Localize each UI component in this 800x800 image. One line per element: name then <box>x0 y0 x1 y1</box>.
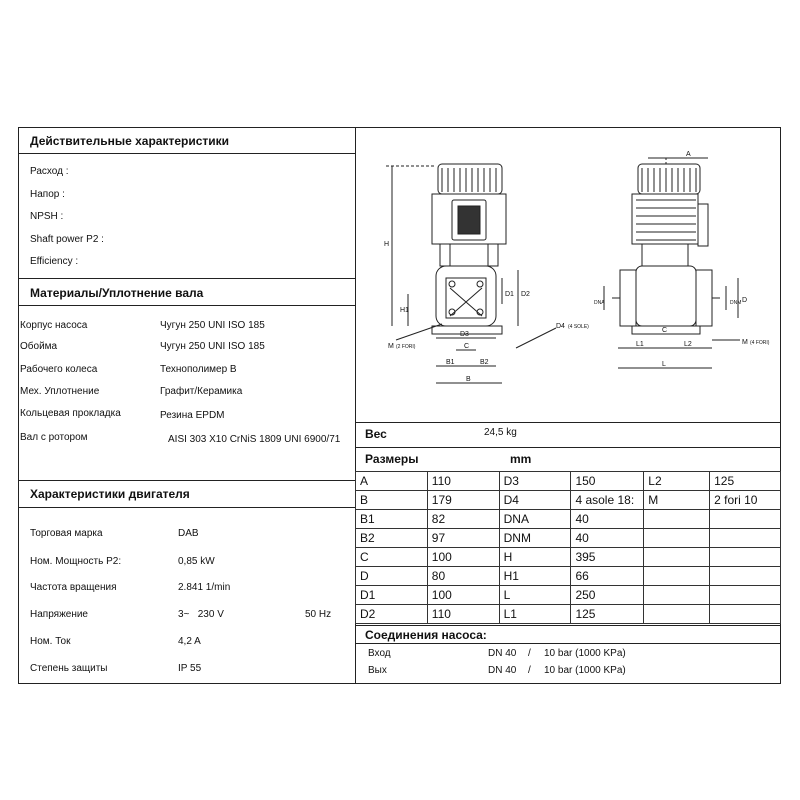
divider <box>18 507 355 508</box>
motor-label: Ном. Мощность P2: <box>30 556 122 567</box>
dims-cell: 125 <box>710 472 781 491</box>
motor-label: Ном. Ток <box>30 636 71 647</box>
weight-label: Вес <box>365 427 387 441</box>
motor-title: Характеристики двигателя <box>30 487 190 501</box>
divider <box>18 480 355 481</box>
label-A: A <box>686 151 691 158</box>
motor-value: 4,2 A <box>178 636 201 647</box>
dims-cell: H <box>499 548 571 567</box>
label-B2: B2 <box>480 359 489 366</box>
dims-cell: 4 asole 18: <box>571 491 644 510</box>
dims-cell <box>710 567 781 586</box>
dims-cell: 40 <box>571 510 644 529</box>
materials-title: Материалы/Уплотнение вала <box>30 286 204 300</box>
dims-cell: L <box>499 586 571 605</box>
dims-label: Размеры <box>365 452 419 466</box>
label-DNM: DNM <box>730 300 742 306</box>
label-DNA: DNA <box>594 300 605 306</box>
material-value: Графит/Керамика <box>160 386 243 397</box>
connection-pressure: 10 bar (1000 KPa) <box>544 665 626 676</box>
material-label: Кольцевая прокладка <box>20 408 121 419</box>
divider <box>355 422 780 423</box>
dims-cell: 40 <box>571 529 644 548</box>
dims-cell: D3 <box>499 472 571 491</box>
divider <box>355 643 780 644</box>
label-C-right: C <box>662 327 668 334</box>
dims-cell <box>710 510 781 529</box>
dims-cell: 179 <box>427 491 499 510</box>
label-D: D <box>742 297 748 304</box>
divider <box>355 447 780 448</box>
dims-cell <box>710 529 781 548</box>
dims-cell: DNM <box>499 529 571 548</box>
divider <box>18 278 355 279</box>
dims-cell: A <box>356 472 428 491</box>
frame-bottom <box>18 683 781 684</box>
dims-cell <box>644 567 710 586</box>
connection-label: Вход <box>368 648 391 659</box>
connection-dn: DN 40 <box>488 648 517 659</box>
dims-cell: 82 <box>427 510 499 529</box>
dims-cell: 97 <box>427 529 499 548</box>
label-D1: D1 <box>505 291 514 298</box>
actual-row: Shaft power P2 : <box>30 234 104 245</box>
dims-cell: B1 <box>356 510 428 529</box>
material-value: Чугун 250 UNI ISO 185 <box>160 341 265 352</box>
material-label: Вал с ротором <box>20 432 88 443</box>
dims-cell: B <box>356 491 428 510</box>
dims-cell: 125 <box>571 605 644 624</box>
motor-extra: 50 Hz <box>305 609 332 620</box>
dims-cell: 66 <box>571 567 644 586</box>
frame-left <box>18 127 19 684</box>
divider <box>355 625 780 626</box>
pump-drawing <box>356 128 780 420</box>
dims-cell: L1 <box>499 605 571 624</box>
label-D3: D3 <box>460 331 469 338</box>
material-label: Рабочего колеса <box>20 364 98 375</box>
dims-cell: C <box>356 548 428 567</box>
connection-label: Вых <box>368 665 387 676</box>
label-M-left: M <box>388 343 394 350</box>
dims-cell: D2 <box>356 605 428 624</box>
dims-cell <box>644 548 710 567</box>
actual-row: NPSH : <box>30 211 64 222</box>
label-B1: B1 <box>446 359 455 366</box>
motor-value: 0,85 kW <box>178 556 215 567</box>
dims-row <box>356 567 781 586</box>
dims-cell: D4 <box>499 491 571 510</box>
label-L2: L2 <box>684 341 692 348</box>
label-2fori: (2 FORI) <box>396 344 416 350</box>
material-value: Технополимер В <box>160 364 237 375</box>
material-value: Резина EPDM <box>160 410 225 421</box>
label-H1: H1 <box>400 307 409 314</box>
dims-cell: L2 <box>644 472 710 491</box>
label-D4: D4 <box>556 323 565 330</box>
motor-value: 3~ 230 V <box>178 609 224 620</box>
dims-row <box>356 529 781 548</box>
actual-title: Действительные характеристики <box>30 134 230 148</box>
material-label: Мех. Уплотнение <box>20 386 100 397</box>
label-L1: L1 <box>636 341 644 348</box>
dims-row <box>356 605 781 624</box>
dims-cell: 100 <box>427 548 499 567</box>
dims-cell: 100 <box>427 586 499 605</box>
motor-value: IP 55 <box>178 663 202 674</box>
connection-sep: / <box>528 665 531 676</box>
dims-row <box>356 491 781 510</box>
dims-cell <box>710 605 781 624</box>
dims-cell <box>710 586 781 605</box>
dims-cell: M <box>644 491 710 510</box>
dims-cell: H1 <box>499 567 571 586</box>
label-4fori: (4 FORI) <box>750 340 770 346</box>
label-M-right: M <box>742 339 748 346</box>
dims-cell <box>710 548 781 567</box>
material-label: Корпус насоса <box>20 320 88 331</box>
actual-row: Efficiency : <box>30 256 79 267</box>
actual-row: Расход : <box>30 166 69 177</box>
dims-cell: 395 <box>571 548 644 567</box>
label-4sole: (4 SOLE) <box>568 324 589 330</box>
connections-title: Соединения насоса: <box>365 628 487 642</box>
weight-value: 24,5 kg <box>484 427 517 438</box>
material-label: Обойма <box>20 341 58 352</box>
dims-row <box>356 472 781 491</box>
material-value: Чугун 250 UNI ISO 185 <box>160 320 265 331</box>
label-B: B <box>466 376 471 383</box>
dims-unit: mm <box>510 452 532 466</box>
dims-cell <box>644 605 710 624</box>
dims-cell: 250 <box>571 586 644 605</box>
label-C: C <box>464 343 470 350</box>
dims-cell <box>644 529 710 548</box>
dims-cell: DNA <box>499 510 571 529</box>
connection-dn: DN 40 <box>488 665 517 676</box>
dims-cell: 110 <box>427 472 499 491</box>
motor-value: DAB <box>178 528 199 539</box>
divider <box>18 153 355 154</box>
material-value: AISI 303 X10 CrNiS 1809 UNI 6900/71 <box>168 434 341 445</box>
dims-cell: B2 <box>356 529 428 548</box>
divider <box>18 305 355 306</box>
actual-row: Напор : <box>30 189 65 200</box>
dims-cell: 2 fori 10 <box>710 491 781 510</box>
connection-pressure: 10 bar (1000 KPa) <box>544 648 626 659</box>
motor-label: Степень защиты <box>30 663 108 674</box>
label-D2: D2 <box>521 291 530 298</box>
dims-cell: 150 <box>571 472 644 491</box>
label-L: L <box>662 361 666 368</box>
dims-cell: D <box>356 567 428 586</box>
motor-label: Торговая марка <box>30 528 103 539</box>
motor-label: Частота вращения <box>30 582 117 593</box>
motor-label: Напряжение <box>30 609 88 620</box>
dims-cell: 80 <box>427 567 499 586</box>
label-H: H <box>384 241 390 248</box>
dims-cell <box>644 586 710 605</box>
dims-table <box>355 471 781 624</box>
dims-row <box>356 510 781 529</box>
dims-row <box>356 548 781 567</box>
dims-cell: 110 <box>427 605 499 624</box>
pump-casing <box>436 266 496 326</box>
dims-row <box>356 586 781 605</box>
dims-cell <box>644 510 710 529</box>
connection-sep: / <box>528 648 531 659</box>
motor-value: 2.841 1/min <box>178 582 231 593</box>
dims-cell: D1 <box>356 586 428 605</box>
